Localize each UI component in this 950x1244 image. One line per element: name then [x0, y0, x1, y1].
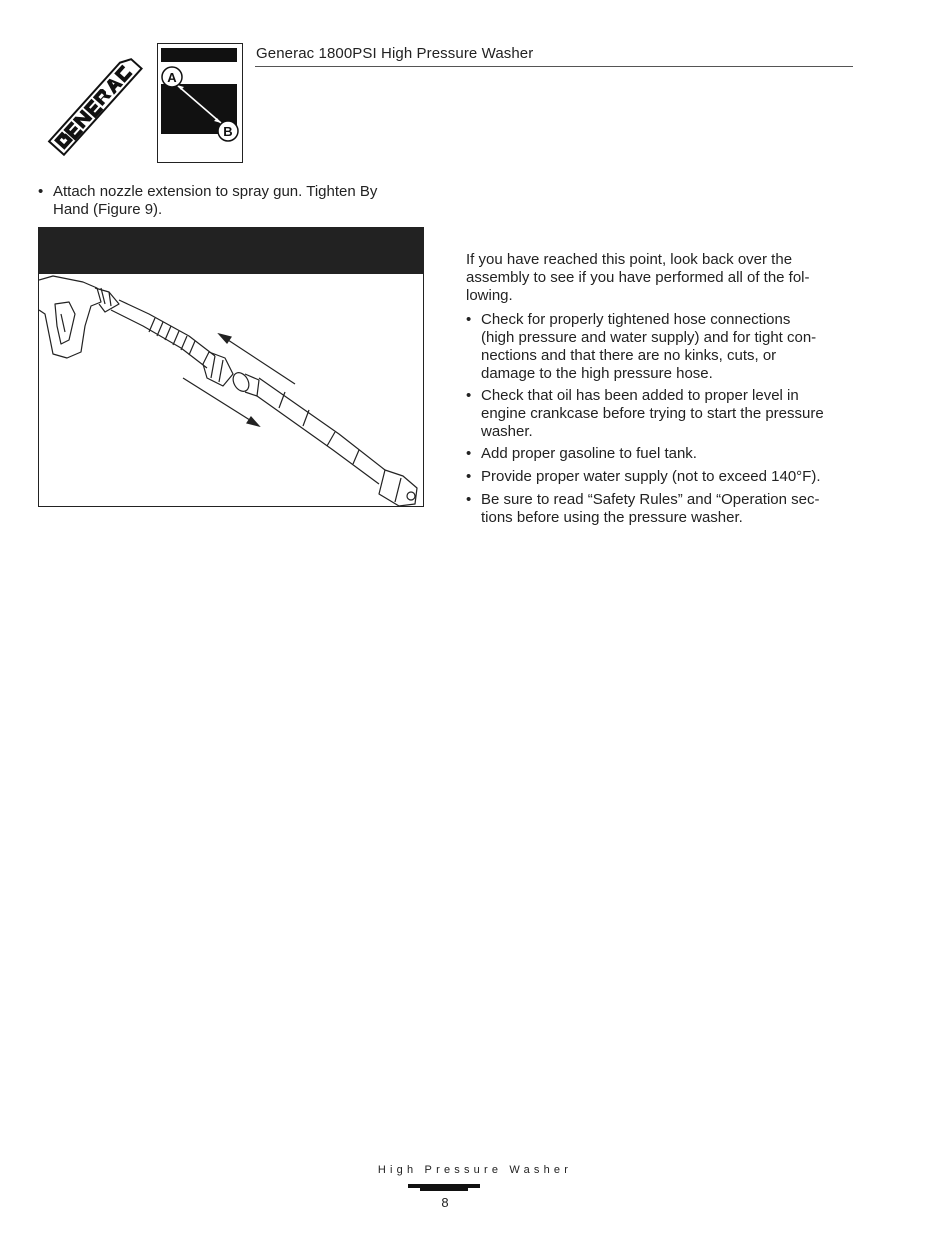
- intro-line: If you have reached this point, look back over the: [466, 251, 793, 268]
- page-number: 8: [441, 1195, 449, 1210]
- callout-a-label: A: [167, 70, 177, 85]
- checklist-intro: [466, 251, 866, 305]
- bullet: •: [466, 445, 472, 462]
- bullet: •: [466, 311, 472, 328]
- item-line: Check that oil has been added to proper level in: [481, 387, 799, 404]
- header-rule: [255, 66, 853, 67]
- item-line: engine crankcase before trying to start the pressure: [481, 405, 824, 422]
- item-line: damage to the high pressure hose.: [481, 365, 713, 382]
- item-line: Provide proper water supply (not to exceed 140°F).: [481, 468, 821, 485]
- figure-9-title-bar: [39, 228, 423, 274]
- intro-line: assembly to see if you have performed all of the fol-: [466, 269, 810, 286]
- step-line: Hand (Figure 9).: [53, 201, 163, 218]
- spray-gun-illustration: [39, 274, 423, 506]
- item-line: nections and that there are no kinks, cuts, or: [481, 347, 777, 364]
- item-line: tions before using the pressure washer.: [481, 509, 743, 526]
- item-line: Add proper gasoline to fuel tank.: [481, 445, 697, 462]
- inset-diagram: [157, 43, 243, 163]
- generac-logo-icon: [38, 42, 158, 164]
- item-line: Check for properly tightened hose connections: [481, 311, 791, 328]
- footer-title: High Pressure Washer: [377, 1164, 573, 1176]
- intro-line: lowing.: [466, 287, 513, 304]
- footer-decor-bar: [420, 1188, 468, 1191]
- page-header-title: Generac 1800PSI High Pressure Washer: [256, 45, 534, 62]
- item-line: Be sure to read “Safety Rules” and “Operation sec-: [481, 491, 820, 508]
- step-line: Attach nozzle extension to spray gun. Tighten By: [53, 183, 378, 200]
- item-line: (high pressure and water supply) and for tight con-: [481, 329, 817, 346]
- callout-b-label: B: [223, 124, 233, 139]
- bullet: •: [38, 183, 44, 200]
- bullet: •: [466, 387, 472, 404]
- bullet: •: [466, 468, 472, 485]
- item-line: washer.: [481, 423, 533, 440]
- bullet: •: [466, 491, 472, 508]
